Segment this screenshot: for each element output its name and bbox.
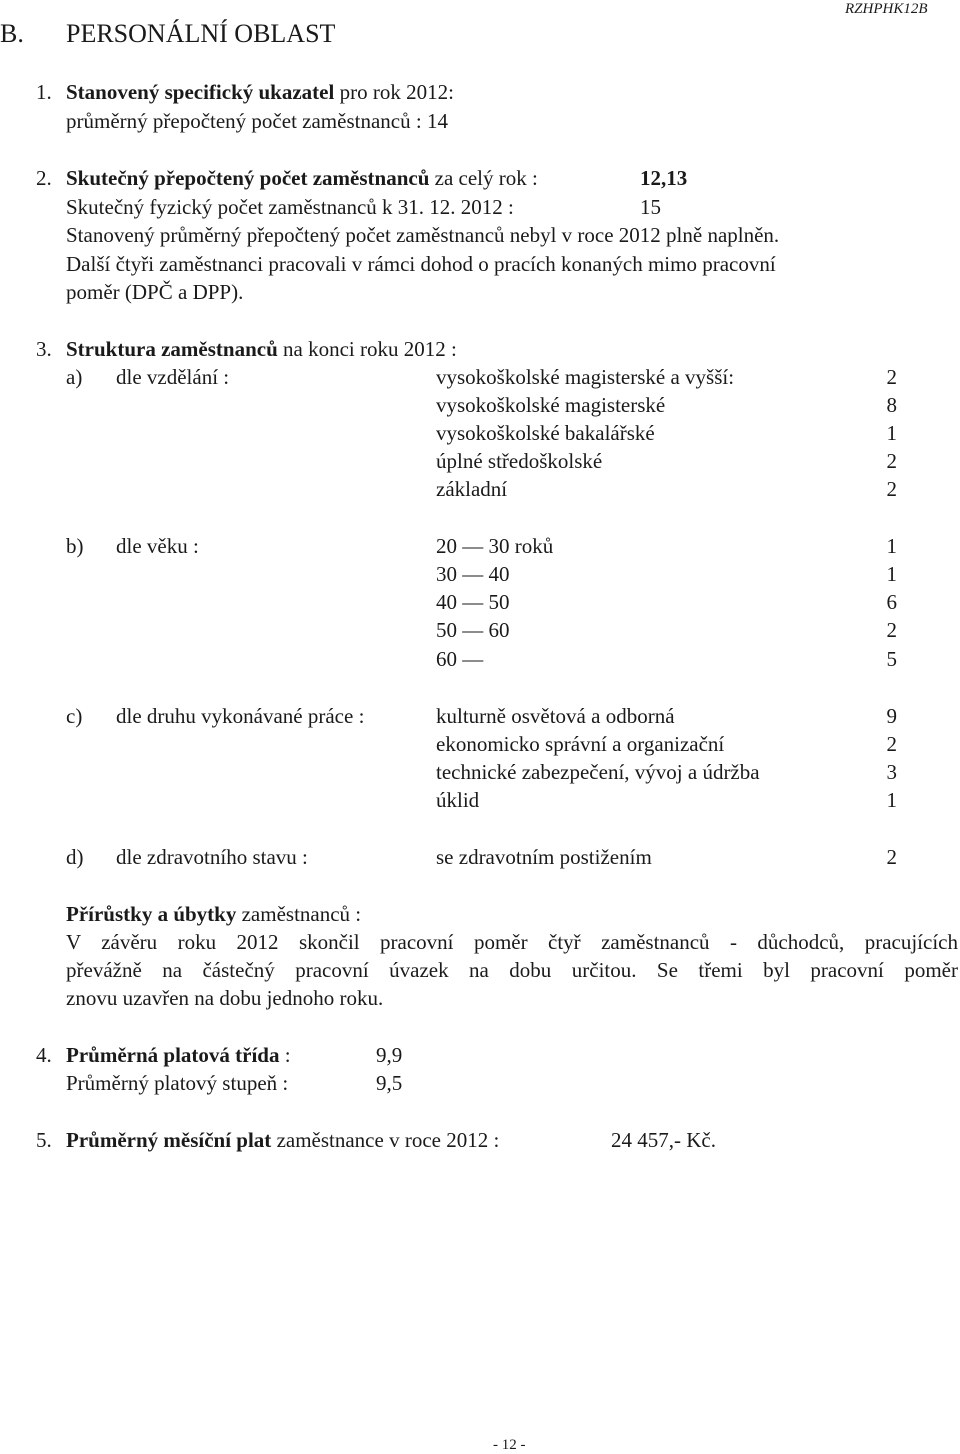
group-d-letter: d): [66, 845, 84, 869]
changes-line1: V závěru roku 2012 skončil pracovní poměr čtyř zaměstnanců - důchodců, pracujících: [66, 930, 958, 954]
changes-heading: [66, 900, 361, 928]
group-d-row-value: 2: [886, 845, 897, 869]
group-b-letter: b): [66, 534, 84, 558]
group-a-row-value: 2: [886, 365, 897, 389]
item3-heading-bold: Struktura zaměstnanců: [66, 337, 278, 361]
item4-line2-label: Průměrný platový stupeň :: [66, 1071, 289, 1095]
group-a-row-label: úplné středoškolské: [436, 449, 603, 473]
item2-heading-rest: za celý rok :: [429, 166, 538, 190]
item2-line5: poměr (DPČ a DPP).: [66, 280, 244, 304]
item4-value: 9,9: [376, 1043, 403, 1067]
item5-heading: [66, 1126, 499, 1154]
group-b-label: dle věku :: [116, 534, 199, 558]
group-b-row-value: 5: [886, 647, 897, 671]
group-c-label: dle druhu vykonávané práce :: [116, 704, 365, 728]
item2-line2-value: 15: [640, 195, 661, 219]
group-c-row-value: 9: [886, 704, 897, 728]
group-b-row-label: 20 — 30 roků: [436, 534, 554, 558]
item2-heading-bold: Skutečný přepočtený počet zaměstnanců: [66, 166, 430, 190]
group-a-row-label: základní: [436, 477, 508, 501]
item1-line2: průměrný přepočtený počet zaměstnanců : 14: [66, 109, 448, 133]
item3-heading-rest: na konci roku 2012 :: [277, 337, 457, 361]
item1-heading-bold: Stanovený specifický ukazatel: [66, 80, 335, 104]
item5-heading-rest: zaměstnance v roce 2012 :: [271, 1128, 500, 1152]
item4-heading: [66, 1041, 291, 1069]
group-a-letter: a): [66, 365, 83, 389]
group-c-row-value: 3: [886, 760, 897, 784]
group-b-row-value: 1: [886, 562, 897, 586]
group-c-row-label: úklid: [436, 788, 480, 812]
item2-line4: Další čtyři zaměstnanci pracovali v rámci dohod o pracích konaných mimo pracovní: [66, 252, 776, 276]
group-c-row-value: 2: [886, 732, 897, 756]
group-b-row-label: 60 —: [436, 647, 484, 671]
section-title: PERSONÁLNÍ OBLAST: [66, 19, 336, 48]
changes-line2: převážně na částečný pracovní úvazek na dobu určitou. Se třemi byl pracovní poměr: [66, 958, 958, 982]
item3-number: 3.: [36, 337, 52, 361]
group-d-row-label: se zdravotním postižením: [436, 845, 652, 869]
item1-heading-rest: pro rok 2012:: [334, 80, 454, 104]
changes-heading-rest: zaměstnanců :: [236, 902, 362, 926]
group-c-row-label: kulturně osvětová a odborná: [436, 704, 675, 728]
group-b-row-value: 6: [886, 590, 897, 614]
group-a-row-value: 8: [886, 393, 897, 417]
item4-heading-rest: :: [279, 1043, 291, 1067]
group-a-row-value: 2: [886, 477, 897, 501]
item1-number: 1.: [36, 80, 52, 104]
item2-number: 2.: [36, 166, 52, 190]
group-a-label: dle vzdělání :: [116, 365, 230, 389]
item4-line2-value: 9,5: [376, 1071, 403, 1095]
group-a-row-value: 1: [886, 421, 897, 445]
section-letter: B.: [0, 19, 24, 48]
group-c-row-label: technické zabezpečení, vývoj a údržba: [436, 760, 760, 784]
group-b-row-label: 40 — 50: [436, 590, 510, 614]
group-c-row-value: 1: [886, 788, 897, 812]
group-a-row-value: 2: [886, 449, 897, 473]
group-b-row-label: 50 — 60: [436, 618, 510, 642]
page-number: - 12 -: [493, 1437, 526, 1453]
group-a-row-label: vysokoškolské bakalářské: [436, 421, 655, 445]
group-c-row-label: ekonomicko správní a organizační: [436, 732, 725, 756]
item5-number: 5.: [36, 1128, 52, 1152]
item5-heading-bold: Průměrný měsíční plat: [66, 1128, 272, 1152]
changes-heading-bold: Přírůstky a úbytky: [66, 902, 237, 926]
item3-heading: [66, 335, 457, 363]
item2-value: 12,13: [640, 166, 688, 190]
item4-number: 4.: [36, 1043, 52, 1067]
group-b-row-value: 1: [886, 534, 897, 558]
item1-heading: [66, 78, 454, 106]
group-d-label: dle zdravotního stavu :: [116, 845, 308, 869]
item2-line2-label: Skutečný fyzický počet zaměstnanců k 31. 12. 2012 :: [66, 195, 514, 219]
item4-heading-bold: Průměrná platová třída: [66, 1043, 280, 1067]
document-code: RZHPHK12B: [845, 1, 928, 17]
group-b-row-value: 2: [886, 618, 897, 642]
group-a-row-label: vysokoškolské magisterské a vyšší:: [436, 365, 735, 389]
group-c-letter: c): [66, 704, 83, 728]
changes-line3: znovu uzavřen na dobu jednoho roku.: [66, 986, 384, 1010]
item2-heading: [66, 164, 538, 192]
item5-value: 24 457,- Kč.: [611, 1128, 716, 1152]
item2-line3: Stanovený průměrný přepočtený počet zaměstnanců nebyl v roce 2012 plně naplněn.: [66, 223, 780, 247]
group-a-row-label: vysokoškolské magisterské: [436, 393, 666, 417]
group-b-row-label: 30 — 40: [436, 562, 510, 586]
